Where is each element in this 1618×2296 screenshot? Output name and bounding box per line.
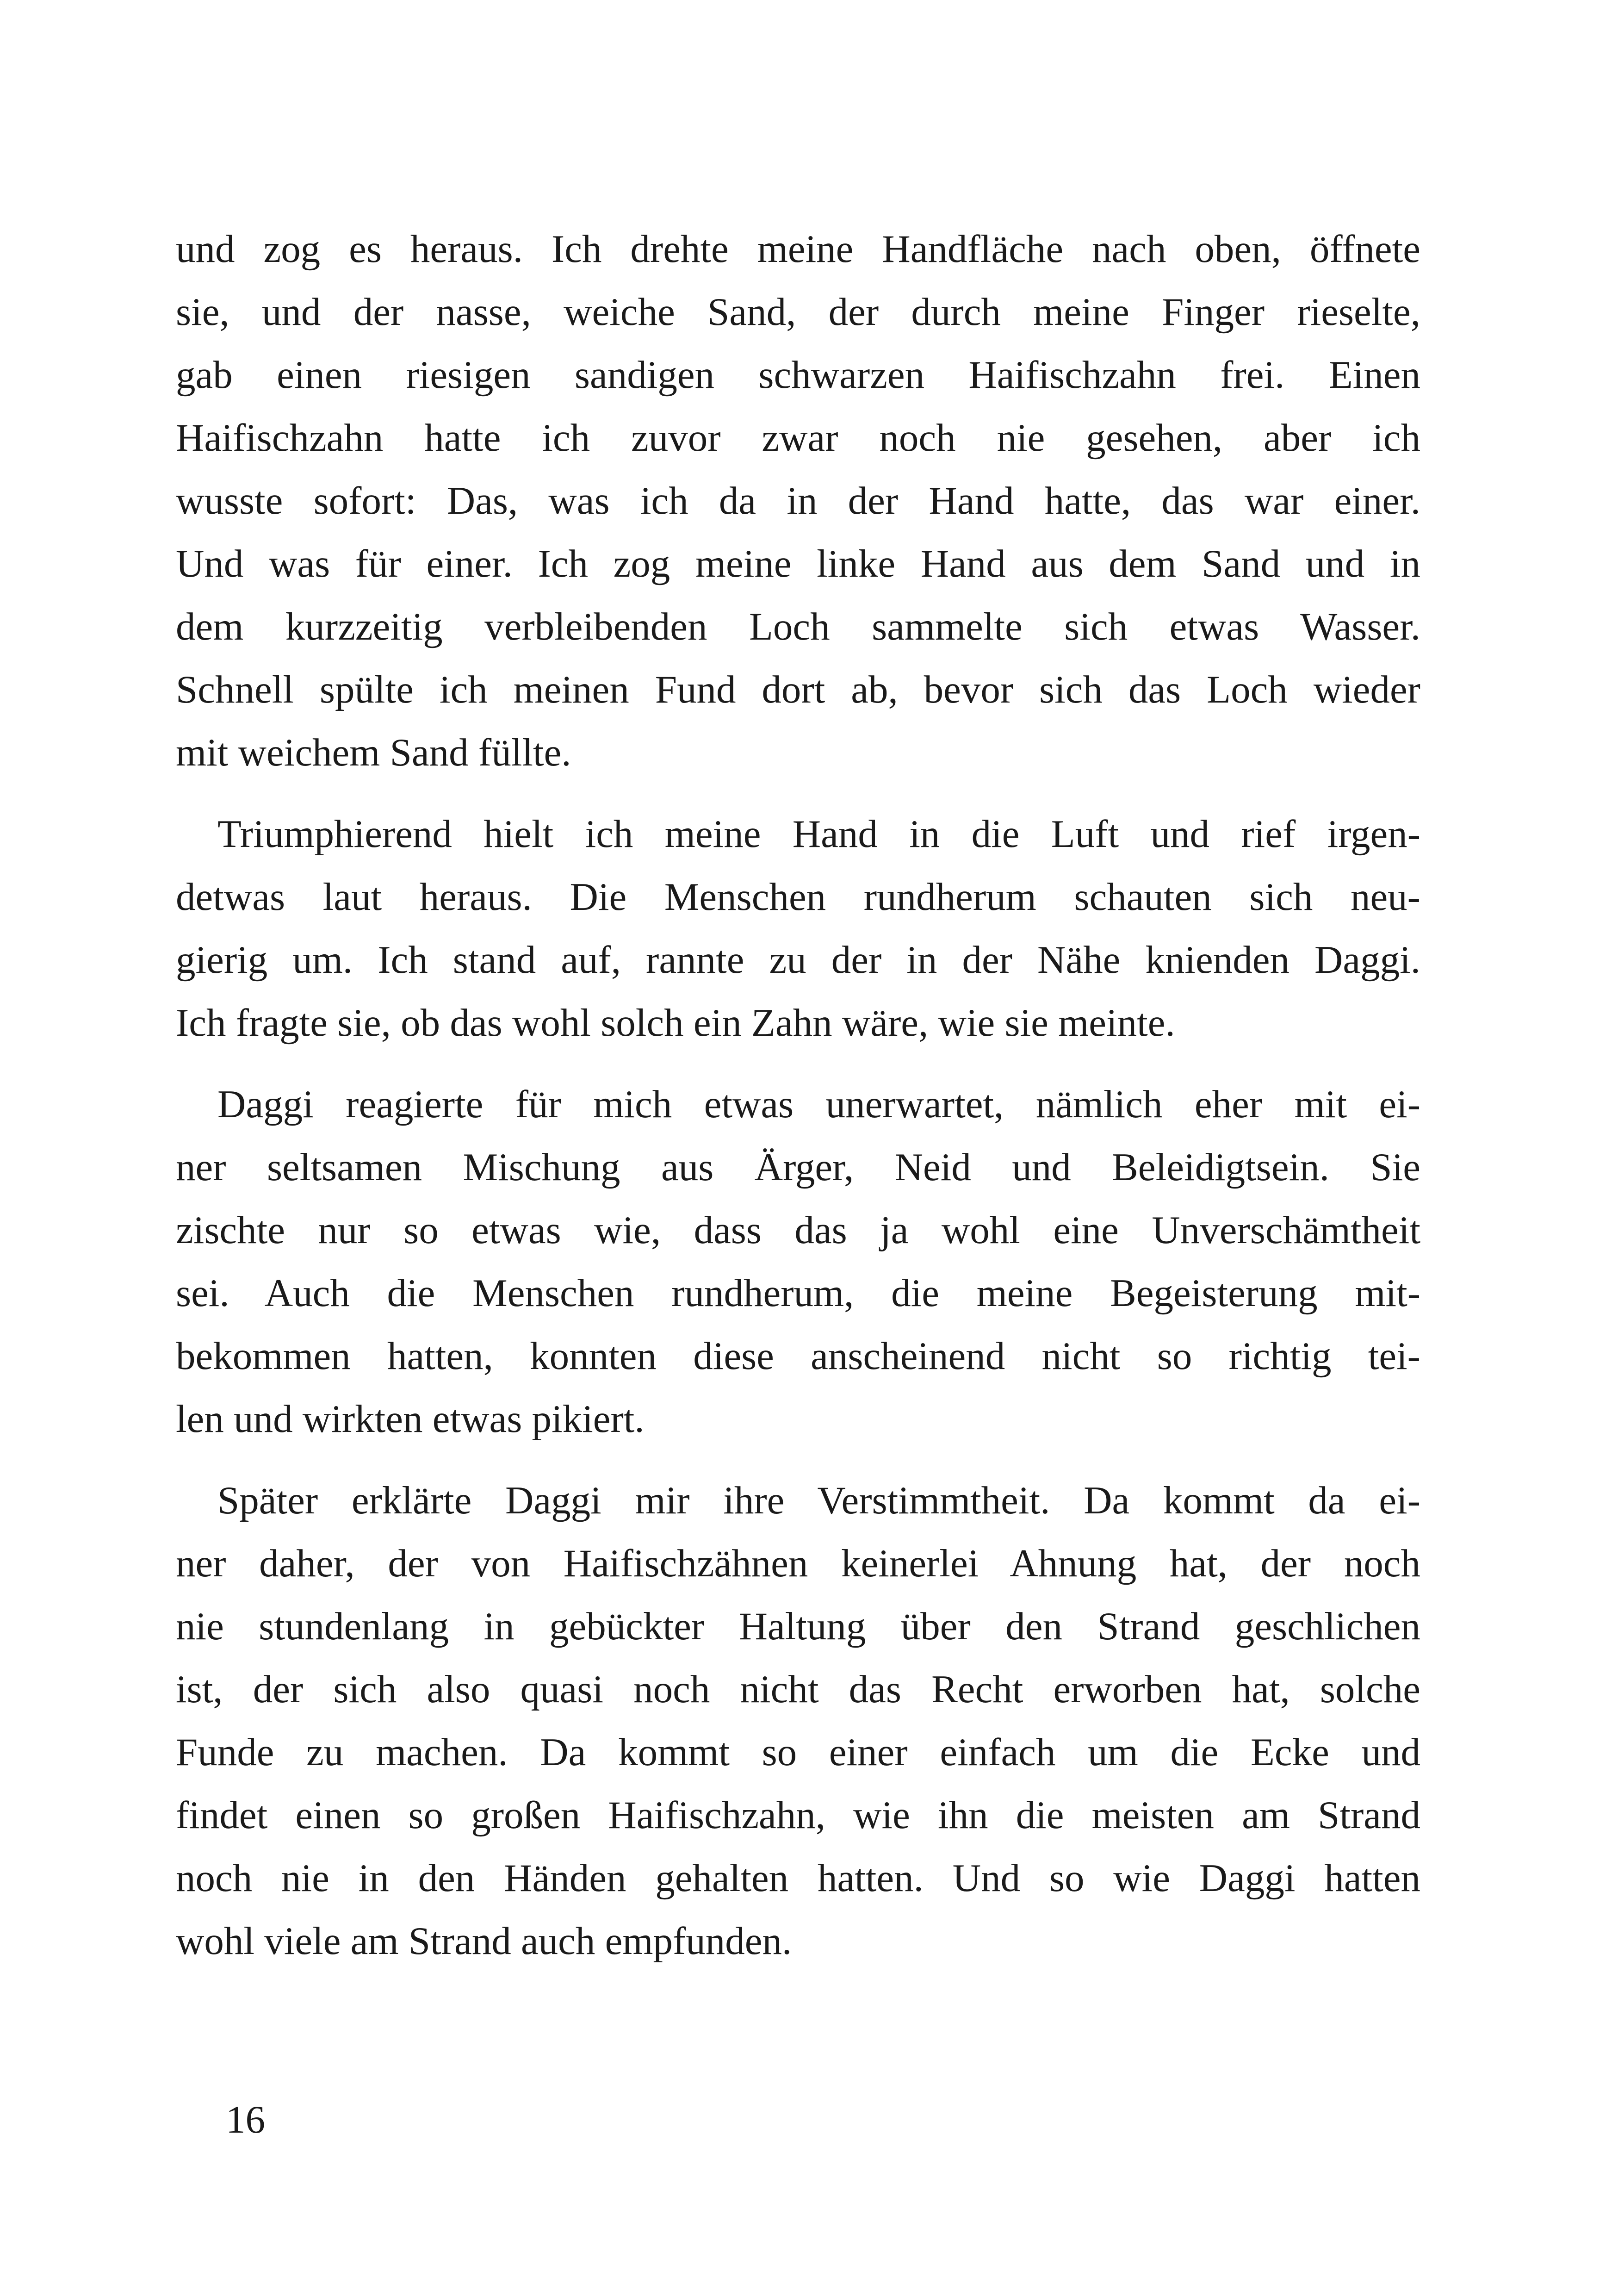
text-line: Triumphierend hielt ich meine Hand in die Luft und rief irgen- — [217, 812, 1420, 856]
text-line: ner daher, der von Haifischzähnen keinerlei Ahnung hat, der noch — [176, 1542, 1420, 1585]
text-line: sei. Auch die Menschen rundherum, die meine Begeisterung mit- — [176, 1271, 1420, 1315]
text-line: und zog es heraus. Ich drehte meine Handfläche nach oben, öffnete — [176, 227, 1420, 271]
text-line: ist, der sich also quasi noch nicht das Recht erworben hat, solche — [176, 1668, 1420, 1711]
text-line: Später erklärte Daggi mir ihre Verstimmtheit. Da kommt da ei- — [217, 1479, 1420, 1522]
text-line: wusste sofort: Das, was ich da in der Hand hatte, das war einer. — [176, 479, 1420, 523]
text-line: gab einen riesigen sandigen schwarzen Haifischzahn frei. Einen — [176, 353, 1420, 397]
text-line: zischte nur so etwas wie, dass das ja wohl eine Unverschämtheit — [176, 1208, 1420, 1252]
text-line: Ich fragte sie, ob das wohl solch ein Zahn wäre, wie sie meinte. — [176, 1001, 1175, 1045]
text-line: Haifischzahn hatte ich zuvor zwar noch nie gesehen, aber ich — [176, 416, 1420, 460]
text-line: Funde zu machen. Da kommt so einer einfach um die Ecke und — [176, 1730, 1420, 1774]
text-line: detwas laut heraus. Die Menschen rundherum schauten sich neu- — [176, 875, 1420, 919]
paragraph-1 — [176, 218, 1420, 784]
page-number: 16 — [226, 2098, 265, 2141]
paragraph-4 — [176, 1469, 1420, 1972]
text-line: noch nie in den Händen gehalten hatten. Und so wie Daggi hatten — [176, 1856, 1420, 1900]
text-line: findet einen so großen Haifischzahn, wie ihn die meisten am Strand — [176, 1793, 1420, 1837]
text-line: bekommen hatten, konnten diese anscheinend nicht so richtig tei- — [176, 1334, 1420, 1378]
text-line: wohl viele am Strand auch empfunden. — [176, 1919, 792, 1963]
text-line: sie, und der nasse, weiche Sand, der durch meine Finger rieselte, — [176, 290, 1420, 334]
text-line: gierig um. Ich stand auf, rannte zu der in der Nähe knienden Daggi. — [176, 938, 1420, 982]
text-line: Und was für einer. Ich zog meine linke Hand aus dem Sand und in — [176, 542, 1420, 585]
text-line: nie stundenlang in gebückter Haltung über den Strand geschlichen — [176, 1605, 1420, 1648]
text-line: Daggi reagierte für mich etwas unerwartet, nämlich eher mit ei- — [217, 1083, 1420, 1126]
body-text — [176, 218, 1420, 1991]
text-line: len und wirkten etwas pikiert. — [176, 1397, 645, 1441]
text-line: mit weichem Sand füllte. — [176, 731, 571, 774]
text-line: ner seltsamen Mischung aus Ärger, Neid und Beleidigtsein. Sie — [176, 1145, 1420, 1189]
text-line: dem kurzzeitig verbleibenden Loch sammelte sich etwas Wasser. — [176, 605, 1420, 648]
text-line: Schnell spülte ich meinen Fund dort ab, bevor sich das Loch wieder — [176, 668, 1420, 711]
paragraph-3 — [176, 1073, 1420, 1450]
paragraph-2 — [176, 803, 1420, 1054]
